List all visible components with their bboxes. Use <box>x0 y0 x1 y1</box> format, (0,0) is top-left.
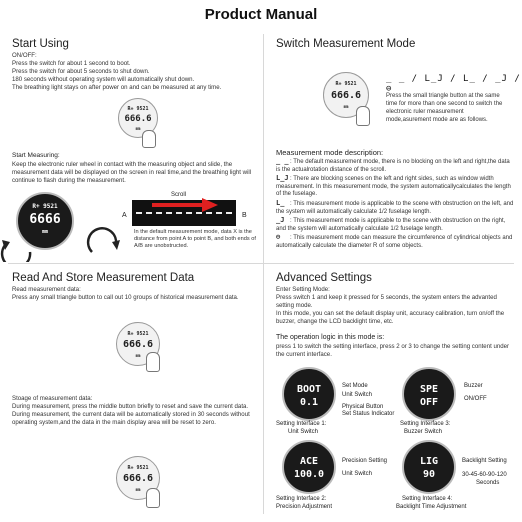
mode-description-list <box>276 158 514 251</box>
setting-device-2: ACE 100.0 <box>282 440 336 494</box>
interface-3-caption: Buzzer Switch <box>404 429 443 435</box>
point-b-label: B <box>242 212 247 219</box>
interface-2-label: Unit Switch <box>342 471 373 477</box>
switch-mode-instruction: Press the small triangle button at the same time for more than one second to switch the electronic ruler measurement mode,asurement mode are as follows. <box>386 93 503 123</box>
start-measuring-heading: Start Measuring: <box>12 152 60 159</box>
interface-4-caption: Setting Interface 4: <box>402 496 453 502</box>
switch-mode-heading: Switch Measurement Mode <box>276 38 416 50</box>
read-store-heading: Read And Store Measurement Data <box>12 272 195 284</box>
mode-item: _ _: The default measurement mode, there is no blocking on the left and right,the data is the actualrotation distance of the scroll. <box>276 157 510 173</box>
setting-device-3: SPE OFF <box>402 367 456 421</box>
interface-2-label: Precision Setting <box>342 458 388 464</box>
interface-1-caption: Unit Switch <box>288 429 319 435</box>
device-illustration-switch: R+ 9521 666.6 mm <box>323 72 369 118</box>
finger-icon <box>142 130 156 148</box>
mode-item: L_J: There are blocking scenes on the left and right sides, such as window width measurement. In this measurement mode, the system automaticallycalculates the length of the fuselage. <box>276 174 511 198</box>
interface-1-caption: Setting Interface 1: <box>276 421 327 427</box>
row-divider <box>8 263 514 264</box>
storage-text: Stoage of measurement data: During measurement, press the middle button briefly to reset and save the current data. During measurement, the current data will be automatically stored in 30 seconds without operating system,and the data in the main display area will be reset to zero. <box>12 395 250 426</box>
interface-1-label: Set Mode <box>342 383 368 389</box>
interface-4-caption: Backlight Time Adjustment <box>396 504 467 510</box>
scroll-label: Scroll <box>171 192 187 198</box>
logic-text: press 1 to switch the setting interface, press 2 or 3 to change the setting content under the current interface. <box>276 343 510 358</box>
interface-4-label: Seconds <box>476 480 500 486</box>
device-illustration-store: R+ 9521 666.6 mm <box>116 456 160 500</box>
point-a-label: A <box>122 212 127 219</box>
device-illustration-read: R+ 9521 666.6 mm <box>116 322 160 366</box>
mode-description-heading: Measurement mode description: <box>276 148 384 157</box>
interface-1-label: Physical Button <box>342 404 384 410</box>
mode-symbols: _ _ / L_J / L_ / _J / ⊖ <box>386 74 521 94</box>
interface-2-caption: Precision Adjustment <box>276 504 333 510</box>
setting-device-1: BOOT 0.1 <box>282 367 336 421</box>
rotate-arrows-icon <box>0 222 130 262</box>
interface-3-label: ON/OFF <box>464 396 487 402</box>
interface-3-label: Buzzer <box>464 383 483 389</box>
start-using-text: ON/OFF: Press the switch for about 1 second to boot. Press the switch for about 5 seconds to shut down. 180 seconds without operating system will automatically shut down. The breathing light stays on after power on and can be measured at any time. <box>12 52 222 91</box>
interface-3-caption: Setting Interface 3: <box>400 421 451 427</box>
mode-item: L_ : This measurement mode is applicable to the scene with obstruction on the left, and the system will automatically calculate 1/2 fuselage length. <box>276 198 514 215</box>
scroll-arrow-icon <box>150 198 220 212</box>
setting-device-4: LIG 90 <box>402 440 456 494</box>
track-dashes <box>136 212 232 214</box>
interface-4-label: 30-45-60-90-120 <box>462 472 507 478</box>
start-using-heading: Start Using <box>12 38 69 50</box>
interface-2-caption: Setting Interface 2: <box>276 496 327 502</box>
finger-icon <box>146 352 160 372</box>
page-title: Product Manual <box>204 6 318 23</box>
advanced-heading: Advanced Settings <box>276 272 372 284</box>
advanced-text: Enter Setting Mode: Press switch 1 and keep it pressed for 5 seconds, the system enters the advanted setting mode. In this mode, you can set the default display unit, accuracy calibration, turn on/off the buzzer, change the LCD backlight time, etc. <box>276 286 505 325</box>
finger-icon <box>146 488 160 508</box>
device-illustration-start: R+ 9521 666.6 mm <box>118 98 158 138</box>
mode-item: ⊖ : This measurement mode can measure the circumference of cylindrical objects and automatically calculate the diameter R of some objects. <box>276 233 513 249</box>
interface-1-label: Unit Switch <box>342 392 373 398</box>
measuring-note: In the default measurement mode, data X is the distance from point A to point B, and both ends of A/B are unobstructed. <box>134 229 256 250</box>
interface-1-label: Set Status Indicator <box>342 411 395 417</box>
logic-heading: The operation logic in this mode is: <box>276 334 385 341</box>
column-divider <box>263 34 264 514</box>
device-illustration-measuring: R+ 9521 6666 mm <box>16 192 74 250</box>
finger-icon <box>356 106 370 126</box>
mode-item: _J : This measurement mode is applicable to the scene with obstruction on the right, and the system will automatically calculate 1/2 fuselage length. <box>276 216 506 232</box>
start-measuring-text: Keep the electronic ruler wheel in contact with the measuring object and slide, the measurement data will be displayed on the screen in real time,and the breathing light will continue to flash during the measurement. <box>12 161 252 184</box>
read-store-text: Read measurement data: Press any small triangle button to call out 10 groups of historical measurement data. <box>12 286 239 301</box>
interface-4-label: Backlight Setting <box>462 458 507 464</box>
